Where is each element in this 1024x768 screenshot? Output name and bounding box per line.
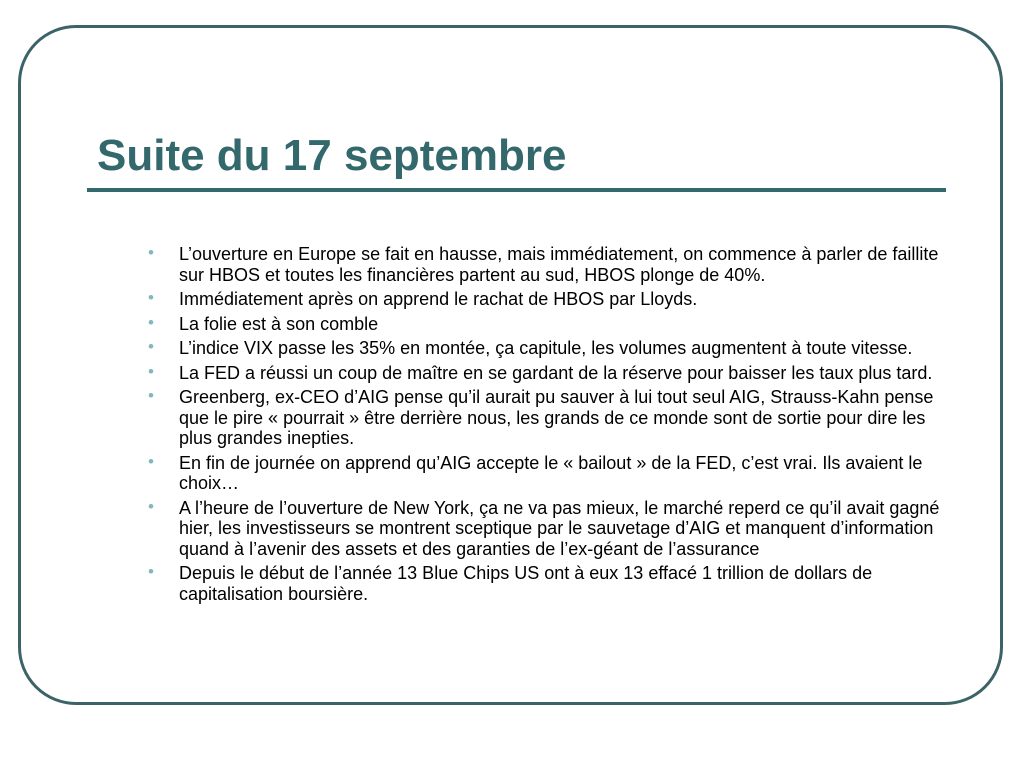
bullet-item	[148, 314, 948, 335]
bullet-icon: •	[148, 562, 154, 581]
bullet-item	[148, 453, 948, 494]
bullet-item	[148, 244, 948, 285]
bullet-icon: •	[148, 288, 154, 307]
bullet-icon: •	[148, 386, 154, 405]
bullet-icon: •	[148, 361, 154, 381]
bullet-icon: •	[148, 243, 154, 262]
bullet-item	[148, 563, 948, 604]
bullet-item	[148, 363, 948, 384]
bullet-text: L’ouverture en Europe se fait en hausse, mais immédiatement, on commence à parler de faillite sur HBOS et toutes les financières partent au sud, HBOS plonge de 40%.	[179, 244, 939, 285]
bullet-text: La folie est à son comble	[179, 313, 379, 334]
bullet-item	[148, 338, 948, 359]
bullet-icon: •	[148, 337, 154, 356]
bullet-item	[148, 289, 948, 310]
bullet-icon: •	[148, 312, 154, 332]
bullet-item	[148, 387, 948, 449]
bullet-text: Greenberg, ex-CEO d’AIG pense qu’il aurait pu sauver à lui tout seul AIG, Strauss-Kahn pense que le pire « pourrait » être derrière nous, les grands de ce monde sont de sortie pour dire les plus grandes inepties.	[179, 387, 934, 448]
bullet-text: La FED a réussi un coup de maître en se gardant de la réserve pour baisser les taux plus tard.	[179, 362, 933, 383]
bullet-text: A l’heure de l’ouverture de New York, ça ne va pas mieux, le marché reperd ce qu’il avait gagné hier, les investisseurs se montrent sceptique par le sauvetage d’AIG et manquent d’information quand à l’avenir des assets et des garanties de l’ex-géant de l’assurance	[179, 497, 940, 559]
bullet-list	[148, 244, 948, 608]
bullet-text: L’indice VIX passe les 35% en montée, ça capitule, les volumes augmentent à toute vitesse.	[179, 338, 913, 358]
bullet-icon: •	[148, 496, 154, 516]
bullet-text: En fin de journée on apprend qu’AIG accepte le « bailout » de la FED, c’est vrai. Ils avaient le choix…	[179, 452, 923, 493]
bullet-text: Immédiatement après on apprend le rachat de HBOS par Lloyds.	[179, 289, 698, 309]
bullet-text: Depuis le début de l’année 13 Blue Chips US ont à eux 13 effacé 1 trillion de dollars de capitalisation boursière.	[179, 563, 873, 604]
title-underline	[87, 188, 946, 192]
bullet-icon: •	[148, 451, 154, 471]
slide-title: Suite du 17 septembre	[97, 131, 567, 180]
bullet-item	[148, 498, 948, 560]
